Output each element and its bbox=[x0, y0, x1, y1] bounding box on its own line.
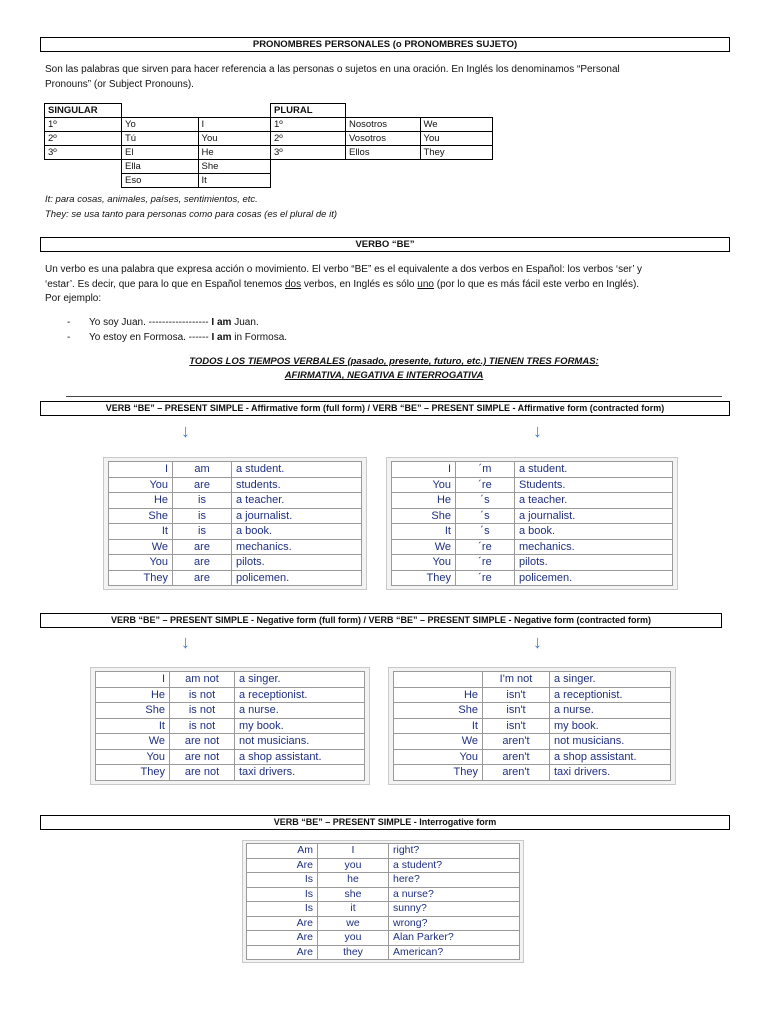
interrogative-cell: we bbox=[318, 916, 389, 931]
singular-pronoun-cell: Tú bbox=[122, 132, 199, 146]
verbo-line-2-c: (por lo que es más fácil este verbo en Inglés). bbox=[433, 278, 640, 290]
section-header-affirmative: VERB “BE” – PRESENT SIMPLE - Affirmative form (full form) / VERB “BE” – PRESENT SIMPLE - Affirmative form (contracted form) bbox=[40, 401, 730, 416]
negative-full-cell: is not bbox=[170, 703, 235, 719]
interrogative-cell: Is bbox=[247, 902, 318, 917]
verbo-line-1: Un verbo es una palabra que expresa acción o movimiento. El verbo “BE” es el equivalente a dos verbos en Español: los verbos ‘ser’ y bbox=[45, 264, 642, 275]
negative-full-row bbox=[96, 749, 365, 765]
negative-full-row bbox=[96, 718, 365, 734]
interrogative-row bbox=[247, 945, 520, 960]
interrogative-table bbox=[242, 840, 524, 963]
negative-contracted-cell: She bbox=[394, 703, 483, 719]
interrogative-row bbox=[247, 887, 520, 902]
negative-full-cell: a shop assistant. bbox=[235, 749, 365, 765]
arrow-down-icon: ↓ bbox=[533, 632, 542, 652]
negative-contracted-table bbox=[388, 667, 676, 785]
negative-contracted-row bbox=[394, 765, 671, 781]
negative-full-cell: a nurse. bbox=[235, 703, 365, 719]
affirmative-contracted-row bbox=[392, 493, 673, 509]
negative-full-cell: are not bbox=[170, 765, 235, 781]
negative-full-row bbox=[96, 703, 365, 719]
singular-pronoun-cell: 2º bbox=[45, 132, 122, 146]
affirmative-contracted-cell: ´re bbox=[456, 555, 515, 571]
todos-line-2: AFIRMATIVA, NEGATIVA E INTERROGATIVA bbox=[284, 370, 484, 381]
plural-pronoun-cell: We bbox=[420, 118, 492, 132]
affirmative-contracted-cell: ´s bbox=[456, 493, 515, 509]
affirmative-contracted-cell: ´re bbox=[456, 539, 515, 555]
affirmative-full-cell: It bbox=[109, 524, 173, 540]
interrogative-cell: you bbox=[318, 931, 389, 946]
affirmative-full-row bbox=[109, 493, 362, 509]
interrogative-cell: a student? bbox=[389, 858, 520, 873]
affirmative-contracted-cell: You bbox=[392, 555, 456, 571]
singular-pronoun-cell: It bbox=[198, 174, 270, 188]
singular-pronoun-cell: 1º bbox=[45, 118, 122, 132]
singular-pronoun-row bbox=[45, 146, 271, 160]
negative-contracted-row bbox=[394, 687, 671, 703]
interrogative-cell: a nurse? bbox=[389, 887, 520, 902]
example-2-iam: I am bbox=[211, 332, 232, 343]
plural-pronoun-cell: Ellos bbox=[346, 146, 421, 160]
intro-paragraph bbox=[45, 63, 735, 92]
singular-label: SINGULAR bbox=[45, 104, 122, 118]
verbo-line-2 bbox=[45, 278, 745, 293]
affirmative-full-row bbox=[109, 539, 362, 555]
interrogative-cell: Are bbox=[247, 916, 318, 931]
negative-full-row bbox=[96, 765, 365, 781]
singular-pronoun-cell: She bbox=[198, 160, 270, 174]
negative-contracted-cell: They bbox=[394, 765, 483, 781]
negative-full-row bbox=[96, 672, 365, 688]
affirmative-full-cell: students. bbox=[232, 477, 362, 493]
affirmative-full-cell: a teacher. bbox=[232, 493, 362, 509]
negative-full-cell: It bbox=[96, 718, 170, 734]
interrogative-cell: right? bbox=[389, 844, 520, 859]
singular-pronoun-cell bbox=[45, 174, 122, 188]
interrogative-row bbox=[247, 858, 520, 873]
arrow-down-icon: ↓ bbox=[181, 632, 190, 652]
plural-pronoun-cell: You bbox=[420, 132, 492, 146]
negative-full-cell: is not bbox=[170, 687, 235, 703]
interrogative-row bbox=[247, 916, 520, 931]
negative-full-cell: are not bbox=[170, 734, 235, 750]
verbo-paragraph bbox=[45, 263, 745, 307]
interrogative-row bbox=[247, 873, 520, 888]
section-header-negative: VERB “BE” – PRESENT SIMPLE - Negative form (full form) / VERB “BE” – PRESENT SIMPLE - Negative form (contracted form) bbox=[40, 613, 722, 628]
interrogative-cell: she bbox=[318, 887, 389, 902]
negative-full-table bbox=[90, 667, 370, 785]
negative-contracted-cell: a shop assistant. bbox=[550, 749, 671, 765]
affirmative-full-cell: a journalist. bbox=[232, 508, 362, 524]
affirmative-full-cell: a student. bbox=[232, 462, 362, 478]
plural-pronoun-cell: 2º bbox=[271, 132, 346, 146]
verbo-line-3: Por ejemplo: bbox=[45, 293, 102, 304]
affirmative-contracted-cell: He bbox=[392, 493, 456, 509]
affirmative-full-cell: is bbox=[173, 508, 232, 524]
note-it: It: para cosas, animales, países, sentimientos, etc. bbox=[45, 194, 258, 205]
example-bullet: - bbox=[67, 317, 71, 328]
negative-full-cell: I bbox=[96, 672, 170, 688]
affirmative-contracted-cell: ´re bbox=[456, 477, 515, 493]
affirmative-contracted-cell: a teacher. bbox=[515, 493, 673, 509]
negative-full-cell: my book. bbox=[235, 718, 365, 734]
plural-pronoun-cell: 1º bbox=[271, 118, 346, 132]
affirmative-contracted-row bbox=[392, 539, 673, 555]
word-dos: dos bbox=[284, 278, 302, 290]
example-bullet: - bbox=[67, 332, 71, 343]
affirmative-full-cell: are bbox=[173, 539, 232, 555]
affirmative-contracted-cell: ´m bbox=[456, 462, 515, 478]
affirmative-full-row bbox=[109, 555, 362, 571]
affirmative-contracted-row bbox=[392, 508, 673, 524]
interrogative-cell: Is bbox=[247, 887, 318, 902]
plural-label: PLURAL bbox=[271, 104, 346, 118]
negative-full-cell: a singer. bbox=[235, 672, 365, 688]
affirmative-contracted-cell: They bbox=[392, 570, 456, 586]
affirmative-contracted-row bbox=[392, 555, 673, 571]
section-header-interrogative: VERB “BE” – PRESENT SIMPLE - Interrogative form bbox=[40, 815, 730, 830]
affirmative-full-row bbox=[109, 477, 362, 493]
singular-pronoun-cell: He bbox=[198, 146, 270, 160]
negative-full-cell: not musicians. bbox=[235, 734, 365, 750]
plural-pronoun-cell: Nosotros bbox=[346, 118, 421, 132]
affirmative-contracted-cell: ´s bbox=[456, 524, 515, 540]
interrogative-cell: Alan Parker? bbox=[389, 931, 520, 946]
affirmative-full-cell: We bbox=[109, 539, 173, 555]
affirmative-contracted-row bbox=[392, 524, 673, 540]
affirmative-contracted-cell: a student. bbox=[515, 462, 673, 478]
affirmative-contracted-cell: ´re bbox=[456, 570, 515, 586]
word-uno: uno bbox=[417, 278, 434, 290]
affirmative-contracted-row bbox=[392, 477, 673, 493]
negative-full-cell: taxi drivers. bbox=[235, 765, 365, 781]
affirmative-full-row bbox=[109, 462, 362, 478]
affirmative-full-cell: I bbox=[109, 462, 173, 478]
example-2 bbox=[67, 331, 287, 346]
negative-contracted-cell: my book. bbox=[550, 718, 671, 734]
negative-full-row bbox=[96, 734, 365, 750]
interrogative-row bbox=[247, 902, 520, 917]
arrow-down-icon: ↓ bbox=[181, 421, 190, 441]
plural-pronoun-cell: 3º bbox=[271, 146, 346, 160]
affirmative-full-cell: is bbox=[173, 524, 232, 540]
affirmative-contracted-cell: ´s bbox=[456, 508, 515, 524]
interrogative-row bbox=[247, 844, 520, 859]
affirmative-contracted-cell: She bbox=[392, 508, 456, 524]
negative-contracted-cell: not musicians. bbox=[550, 734, 671, 750]
singular-pronoun-cell: I bbox=[198, 118, 270, 132]
affirmative-contracted-table bbox=[386, 457, 678, 590]
negative-contracted-cell: aren't bbox=[483, 749, 550, 765]
example-1 bbox=[67, 316, 259, 331]
example-1-end: Juan. bbox=[231, 317, 259, 328]
negative-full-cell: They bbox=[96, 765, 170, 781]
negative-full-cell: You bbox=[96, 749, 170, 765]
section-header-verbo-be: VERBO “BE” bbox=[40, 237, 730, 252]
negative-full-cell: We bbox=[96, 734, 170, 750]
negative-contracted-cell: taxi drivers. bbox=[550, 765, 671, 781]
affirmative-full-cell: am bbox=[173, 462, 232, 478]
negative-contracted-row bbox=[394, 672, 671, 688]
affirmative-contracted-cell: pilots. bbox=[515, 555, 673, 571]
affirmative-contracted-cell: a book. bbox=[515, 524, 673, 540]
affirmative-full-cell: You bbox=[109, 555, 173, 571]
interrogative-row bbox=[247, 931, 520, 946]
singular-pronoun-cell: 3º bbox=[45, 146, 122, 160]
affirmative-full-cell: are bbox=[173, 570, 232, 586]
affirmative-contracted-cell: mechanics. bbox=[515, 539, 673, 555]
verbo-line-2-a: ‘estar’. Es decir, que para lo que en Español tenemos bbox=[45, 278, 285, 290]
singular-pronoun-cell: You bbox=[198, 132, 270, 146]
negative-contracted-cell: isn't bbox=[483, 703, 550, 719]
negative-contracted-cell: a singer. bbox=[550, 672, 671, 688]
affirmative-full-row bbox=[109, 508, 362, 524]
singular-pronoun-cell: Eso bbox=[122, 174, 199, 188]
plural-pronoun-row bbox=[271, 118, 493, 132]
interrogative-cell: I bbox=[318, 844, 389, 859]
singular-pronoun-cell: El bbox=[122, 146, 199, 160]
negative-full-cell: He bbox=[96, 687, 170, 703]
singular-pronoun-cell: Ella bbox=[122, 160, 199, 174]
todos-line-1: TODOS LOS TIEMPOS VERBALES (pasado, presente, futuro, etc.) TIENEN TRES FORMAS: bbox=[189, 356, 599, 367]
section-header-pronombres: PRONOMBRES PERSONALES (o PRONOMBRES SUJETO) bbox=[40, 37, 730, 52]
affirmative-contracted-cell: We bbox=[392, 539, 456, 555]
negative-contracted-cell: a nurse. bbox=[550, 703, 671, 719]
affirmative-contracted-cell: I bbox=[392, 462, 456, 478]
affirmative-full-row bbox=[109, 524, 362, 540]
divider-line bbox=[66, 396, 722, 397]
negative-contracted-cell: He bbox=[394, 687, 483, 703]
negative-contracted-cell: aren't bbox=[483, 734, 550, 750]
example-1-spanish: Yo soy Juan. ------------------ bbox=[89, 317, 212, 328]
affirmative-full-cell: pilots. bbox=[232, 555, 362, 571]
interrogative-cell: here? bbox=[389, 873, 520, 888]
affirmative-full-cell: She bbox=[109, 508, 173, 524]
example-2-spanish: Yo estoy en Formosa. ------ bbox=[89, 332, 212, 343]
plural-pronoun-table bbox=[270, 103, 493, 160]
affirmative-full-cell: He bbox=[109, 493, 173, 509]
interrogative-cell: you bbox=[318, 858, 389, 873]
plural-pronoun-cell: Vosotros bbox=[346, 132, 421, 146]
affirmative-contracted-cell: Students. bbox=[515, 477, 673, 493]
arrow-down-icon: ↓ bbox=[533, 421, 542, 441]
affirmative-contracted-cell: It bbox=[392, 524, 456, 540]
affirmative-contracted-row bbox=[392, 570, 673, 586]
singular-pronoun-row bbox=[45, 174, 271, 188]
negative-contracted-cell: isn't bbox=[483, 687, 550, 703]
interrogative-cell: he bbox=[318, 873, 389, 888]
interrogative-cell: Is bbox=[247, 873, 318, 888]
singular-pronoun-cell: Yo bbox=[122, 118, 199, 132]
interrogative-cell: Are bbox=[247, 931, 318, 946]
affirmative-full-cell: You bbox=[109, 477, 173, 493]
affirmative-full-cell: policemen. bbox=[232, 570, 362, 586]
negative-contracted-cell: isn't bbox=[483, 718, 550, 734]
negative-contracted-cell: It bbox=[394, 718, 483, 734]
interrogative-cell: sunny? bbox=[389, 902, 520, 917]
plural-pronoun-row bbox=[271, 146, 493, 160]
verbo-line-2-b: verbos, en Inglés es sólo bbox=[301, 278, 418, 290]
affirmative-contracted-cell: You bbox=[392, 477, 456, 493]
singular-pronoun-row bbox=[45, 160, 271, 174]
singular-pronoun-row bbox=[45, 118, 271, 132]
negative-contracted-cell: aren't bbox=[483, 765, 550, 781]
example-1-iam: I am bbox=[211, 317, 232, 328]
negative-contracted-cell: We bbox=[394, 734, 483, 750]
affirmative-contracted-cell: a journalist. bbox=[515, 508, 673, 524]
negative-contracted-cell bbox=[394, 672, 483, 688]
plural-pronoun-cell: They bbox=[420, 146, 492, 160]
interrogative-cell: they bbox=[318, 945, 389, 960]
negative-contracted-row bbox=[394, 749, 671, 765]
negative-contracted-row bbox=[394, 703, 671, 719]
singular-pronoun-cell bbox=[45, 160, 122, 174]
note-they: They: se usa tanto para personas como para cosas (es el plural de it) bbox=[45, 209, 338, 220]
intro-line-1: Son las palabras que sirven para hacer referencia a las personas o sujetos en una oración. En Inglés los denominamos “Personal bbox=[45, 64, 620, 75]
affirmative-contracted-row bbox=[392, 462, 673, 478]
singular-pronoun-row bbox=[45, 132, 271, 146]
interrogative-cell: Are bbox=[247, 945, 318, 960]
negative-contracted-cell: a receptionist. bbox=[550, 687, 671, 703]
negative-contracted-cell: I'm not bbox=[483, 672, 550, 688]
interrogative-cell: wrong? bbox=[389, 916, 520, 931]
negative-contracted-cell: You bbox=[394, 749, 483, 765]
negative-contracted-row bbox=[394, 718, 671, 734]
interrogative-cell: Are bbox=[247, 858, 318, 873]
negative-full-cell: am not bbox=[170, 672, 235, 688]
negative-full-cell: She bbox=[96, 703, 170, 719]
affirmative-full-table bbox=[103, 457, 367, 590]
negative-full-cell: a receptionist. bbox=[235, 687, 365, 703]
affirmative-full-cell: mechanics. bbox=[232, 539, 362, 555]
negative-full-cell: is not bbox=[170, 718, 235, 734]
interrogative-cell: it bbox=[318, 902, 389, 917]
negative-full-row bbox=[96, 687, 365, 703]
affirmative-full-cell: are bbox=[173, 555, 232, 571]
affirmative-full-cell: a book. bbox=[232, 524, 362, 540]
affirmative-full-cell: is bbox=[173, 493, 232, 509]
singular-pronoun-table bbox=[44, 103, 271, 188]
example-2-end: in Formosa. bbox=[231, 332, 288, 343]
interrogative-cell: Am bbox=[247, 844, 318, 859]
affirmative-full-cell: They bbox=[109, 570, 173, 586]
negative-contracted-row bbox=[394, 734, 671, 750]
negative-full-cell: are not bbox=[170, 749, 235, 765]
plural-pronoun-row bbox=[271, 132, 493, 146]
affirmative-full-row bbox=[109, 570, 362, 586]
intro-line-2: Pronouns” (or Subject Pronouns). bbox=[45, 78, 194, 90]
affirmative-full-cell: are bbox=[173, 477, 232, 493]
affirmative-contracted-cell: policemen. bbox=[515, 570, 673, 586]
interrogative-cell: American? bbox=[389, 945, 520, 960]
